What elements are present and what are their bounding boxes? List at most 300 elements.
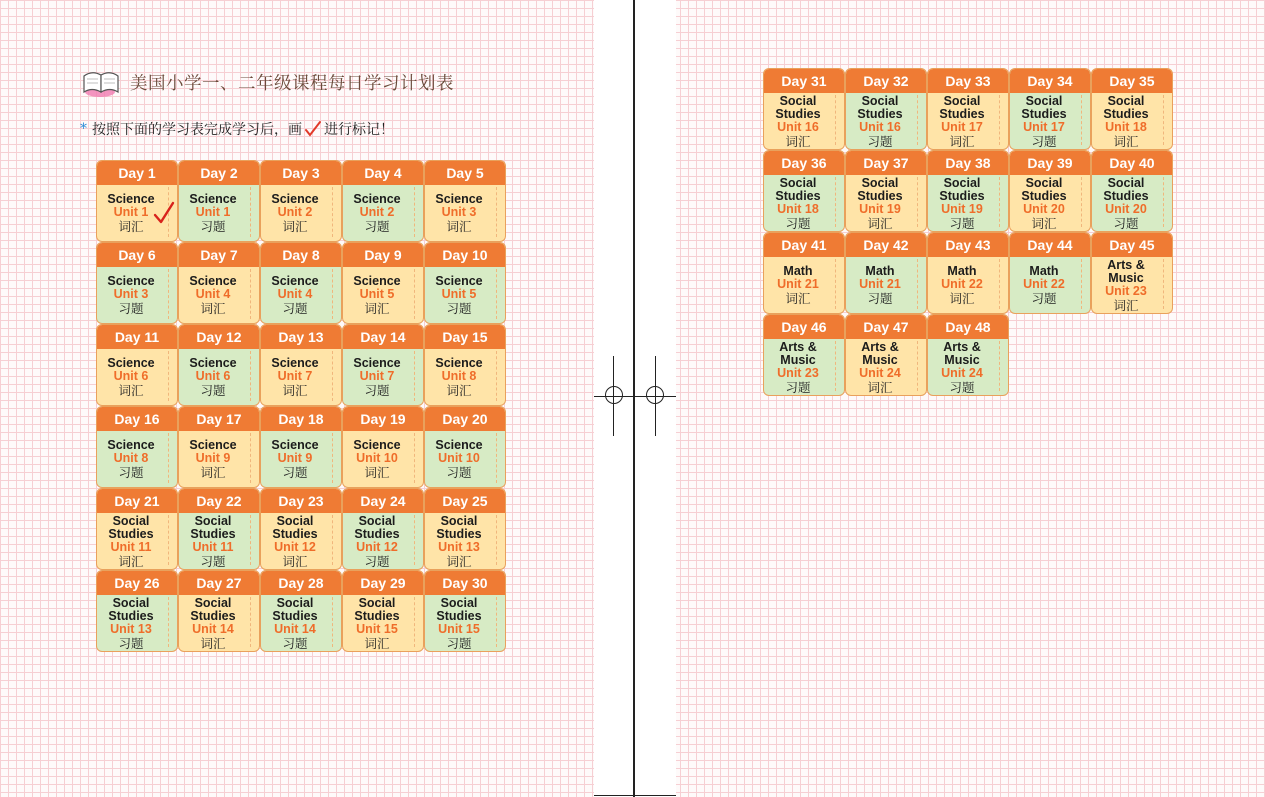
card-body [261, 595, 329, 651]
subject-label: Social Studies [939, 175, 985, 203]
day-label: Day 28 [261, 571, 341, 595]
card-dashed-line [332, 433, 333, 483]
task-label: 习题 [446, 465, 472, 480]
subject-label: Science [435, 274, 483, 288]
day-label: Day 3 [261, 161, 341, 185]
subject-label: Math [947, 264, 977, 278]
day-card[interactable] [845, 68, 927, 150]
unit-label: Unit 1 [195, 205, 231, 219]
day-label: Day 23 [261, 489, 341, 513]
card-body [261, 431, 329, 487]
task-label: 词汇 [1113, 297, 1139, 313]
unit-label: Unit 18 [1105, 119, 1147, 134]
card-body [425, 513, 493, 569]
day-label: Day 33 [928, 69, 1008, 93]
day-card[interactable] [96, 324, 178, 406]
subject-label: Science [435, 192, 483, 206]
card-dashed-line [917, 341, 918, 391]
unit-label: Unit 9 [277, 451, 313, 465]
card-body [425, 267, 493, 323]
day-label: Day 44 [1010, 233, 1090, 257]
day-card[interactable] [342, 324, 424, 406]
card-body [1010, 257, 1078, 313]
unit-label: Unit 2 [359, 205, 395, 219]
page-title: 美国小学一、二年级课程每日学习计划表 [130, 73, 454, 94]
day-card[interactable] [342, 570, 424, 652]
card-dashed-line [917, 177, 918, 227]
unit-label: Unit 3 [441, 205, 477, 219]
card-dashed-line [999, 259, 1000, 309]
day-card[interactable] [845, 314, 927, 396]
subject-label: Social Studies [1021, 93, 1067, 121]
card-dashed-line [250, 269, 251, 319]
day-card[interactable] [1009, 232, 1091, 314]
day-label: Day 24 [343, 489, 423, 513]
task-label: 词汇 [364, 301, 390, 316]
card-body [928, 93, 996, 149]
day-label: Day 8 [261, 243, 341, 267]
unit-label: Unit 7 [277, 369, 313, 383]
subject-label: Science [353, 438, 401, 452]
unit-label: Unit 20 [1105, 201, 1147, 216]
task-label: 习题 [200, 219, 226, 234]
day-label: Day 46 [764, 315, 844, 339]
day-card[interactable] [763, 314, 845, 396]
card-body [1092, 93, 1160, 149]
subject-label: Science [271, 438, 319, 452]
day-card[interactable] [178, 324, 260, 406]
card-body [179, 513, 247, 569]
day-card[interactable] [763, 232, 845, 314]
task-label: 词汇 [867, 379, 893, 395]
card-dashed-line [917, 95, 918, 145]
day-label: Day 21 [97, 489, 177, 513]
card-dashed-line [999, 341, 1000, 391]
subject-label: Science [189, 356, 237, 370]
card-dashed-line [168, 597, 169, 647]
schedule-grid-right [763, 68, 1173, 396]
day-label: Day 10 [425, 243, 505, 267]
check-mark-icon [153, 201, 175, 225]
card-body [846, 339, 914, 395]
subject-label: Social Studies [354, 513, 400, 541]
subject-label: Science [189, 192, 237, 206]
card-dashed-line [917, 259, 918, 309]
card-body [928, 339, 996, 395]
card-body [764, 175, 832, 231]
unit-label: Unit 19 [941, 201, 983, 216]
card-body [261, 185, 329, 241]
card-dashed-line [414, 351, 415, 401]
instruction-text-before: 按照下面的学习表完成学习后，画 [92, 122, 302, 138]
subject-label: Arts & Music [779, 339, 817, 367]
task-label: 习题 [118, 301, 144, 316]
day-label: Day 41 [764, 233, 844, 257]
day-label: Day 34 [1010, 69, 1090, 93]
card-body [343, 349, 411, 405]
day-label: Day 35 [1092, 69, 1172, 93]
card-body [764, 257, 832, 313]
card-dashed-line [332, 187, 333, 237]
subject-label: Social Studies [272, 595, 318, 623]
task-label: 习题 [282, 301, 308, 316]
subject-label: Social Studies [272, 513, 318, 541]
day-card[interactable] [763, 150, 845, 232]
task-label: 词汇 [867, 215, 893, 231]
day-card[interactable] [260, 488, 342, 570]
card-body [343, 513, 411, 569]
day-card[interactable] [845, 232, 927, 314]
unit-label: Unit 10 [438, 451, 480, 465]
subject-label: Social Studies [108, 513, 154, 541]
task-label: 词汇 [364, 465, 390, 480]
subject-label: Social Studies [436, 595, 482, 623]
subject-label: Science [189, 274, 237, 288]
task-label: 词汇 [118, 553, 144, 569]
card-dashed-line [1163, 95, 1164, 145]
crop-mark-circle-left [605, 386, 623, 404]
task-label: 词汇 [282, 553, 308, 569]
subject-label: Social Studies [436, 513, 482, 541]
day-label: Day 16 [97, 407, 177, 431]
day-card[interactable] [1091, 150, 1173, 232]
day-card[interactable] [342, 488, 424, 570]
task-label: 习题 [364, 219, 390, 234]
card-body [1010, 93, 1078, 149]
card-body [1092, 175, 1160, 231]
day-card[interactable] [845, 150, 927, 232]
task-label: 习题 [949, 379, 975, 395]
card-dashed-line [250, 351, 251, 401]
task-label: 词汇 [785, 133, 811, 149]
unit-label: Unit 12 [356, 539, 398, 554]
day-card[interactable] [927, 314, 1009, 396]
card-dashed-line [1081, 259, 1082, 309]
day-card[interactable] [1009, 150, 1091, 232]
subject-label: Science [353, 274, 401, 288]
day-label: Day 32 [846, 69, 926, 93]
day-label: Day 7 [179, 243, 259, 267]
day-label: Day 39 [1010, 151, 1090, 175]
card-body [425, 185, 493, 241]
instruction-line [80, 119, 394, 139]
unit-label: Unit 23 [1105, 283, 1147, 298]
card-body [261, 267, 329, 323]
card-dashed-line [1163, 259, 1164, 309]
unit-label: Unit 24 [941, 365, 983, 380]
subject-label: Science [271, 356, 319, 370]
unit-label: Unit 17 [941, 119, 983, 134]
day-label: Day 14 [343, 325, 423, 349]
card-dashed-line [496, 351, 497, 401]
unit-label: Unit 13 [438, 539, 480, 554]
day-card[interactable] [1091, 232, 1173, 314]
day-label: Day 40 [1092, 151, 1172, 175]
subject-label: Science [189, 438, 237, 452]
day-card[interactable] [96, 488, 178, 570]
day-card[interactable] [342, 160, 424, 242]
day-label: Day 6 [97, 243, 177, 267]
card-body [1092, 257, 1160, 313]
unit-label: Unit 3 [113, 287, 149, 301]
day-label: Day 15 [425, 325, 505, 349]
subject-label: Social Studies [775, 93, 821, 121]
day-card[interactable] [260, 160, 342, 242]
bottom-edge-line [594, 795, 676, 796]
task-label: 词汇 [200, 301, 226, 316]
page-fold-line [633, 0, 635, 797]
subject-label: Arts & Music [861, 339, 899, 367]
unit-label: Unit 21 [777, 277, 819, 291]
day-label: Day 43 [928, 233, 1008, 257]
task-label: 习题 [1031, 133, 1057, 149]
crop-mark-circle-right [646, 386, 664, 404]
day-card[interactable] [178, 242, 260, 324]
day-label: Day 13 [261, 325, 341, 349]
day-card[interactable] [178, 488, 260, 570]
task-label: 词汇 [446, 383, 472, 398]
task-label: 习题 [446, 635, 472, 651]
day-card[interactable] [178, 570, 260, 652]
day-card[interactable] [424, 160, 506, 242]
card-body [425, 595, 493, 651]
unit-label: Unit 1 [113, 205, 149, 219]
task-label: 习题 [118, 465, 144, 480]
unit-label: Unit 16 [859, 119, 901, 134]
day-card[interactable] [96, 160, 178, 242]
day-label: Day 25 [425, 489, 505, 513]
task-label: 词汇 [446, 553, 472, 569]
unit-label: Unit 24 [859, 365, 901, 380]
card-body [846, 257, 914, 313]
unit-label: Unit 13 [110, 621, 152, 636]
unit-label: Unit 15 [438, 621, 480, 636]
task-label: 词汇 [200, 635, 226, 651]
card-dashed-line [496, 187, 497, 237]
task-label: 习题 [867, 133, 893, 149]
day-card[interactable] [763, 68, 845, 150]
subject-label: Social Studies [939, 93, 985, 121]
card-dashed-line [999, 177, 1000, 227]
day-label: Day 2 [179, 161, 259, 185]
card-body [764, 93, 832, 149]
day-card[interactable] [96, 242, 178, 324]
unit-label: Unit 22 [1023, 277, 1065, 291]
card-dashed-line [1163, 177, 1164, 227]
day-card[interactable] [927, 68, 1009, 150]
task-label: 习题 [1113, 215, 1139, 231]
subject-label: Social Studies [857, 93, 903, 121]
task-label: 词汇 [1113, 133, 1139, 149]
card-dashed-line [332, 269, 333, 319]
unit-label: Unit 15 [356, 621, 398, 636]
card-dashed-line [250, 187, 251, 237]
card-body [97, 513, 165, 569]
subject-label: Social Studies [354, 595, 400, 623]
card-body [261, 349, 329, 405]
card-body [764, 339, 832, 395]
unit-label: Unit 6 [113, 369, 149, 383]
task-label: 习题 [1031, 291, 1057, 306]
task-label: 习题 [785, 215, 811, 231]
day-card[interactable] [927, 232, 1009, 314]
subject-label: Science [435, 438, 483, 452]
card-dashed-line [835, 177, 836, 227]
day-label: Day 37 [846, 151, 926, 175]
card-body [97, 349, 165, 405]
day-label: Day 17 [179, 407, 259, 431]
task-label: 词汇 [200, 465, 226, 480]
task-label: 词汇 [364, 635, 390, 651]
day-card[interactable] [96, 406, 178, 488]
day-card[interactable] [424, 488, 506, 570]
task-label: 习题 [364, 553, 390, 569]
instruction-text-after: 进行标记！ [324, 122, 394, 138]
card-body [179, 267, 247, 323]
unit-label: Unit 5 [359, 287, 395, 301]
unit-label: Unit 20 [1023, 201, 1065, 216]
unit-label: Unit 11 [110, 539, 152, 554]
card-body [179, 431, 247, 487]
unit-label: Unit 14 [192, 621, 234, 636]
card-dashed-line [250, 515, 251, 565]
day-card[interactable] [927, 150, 1009, 232]
subject-label: Math [783, 264, 813, 278]
task-label: 习题 [867, 291, 893, 306]
day-card[interactable] [260, 570, 342, 652]
day-label: Day 42 [846, 233, 926, 257]
card-dashed-line [496, 269, 497, 319]
card-dashed-line [168, 515, 169, 565]
card-body [179, 349, 247, 405]
day-card[interactable] [96, 570, 178, 652]
day-card[interactable] [342, 406, 424, 488]
task-label: 词汇 [949, 291, 975, 306]
card-dashed-line [835, 341, 836, 391]
day-label: Day 1 [97, 161, 177, 185]
day-label: Day 19 [343, 407, 423, 431]
day-card[interactable] [260, 242, 342, 324]
card-body [928, 175, 996, 231]
unit-label: Unit 9 [195, 451, 231, 465]
task-label: 词汇 [949, 133, 975, 149]
task-label: 词汇 [118, 383, 144, 398]
subject-label: Science [107, 192, 155, 206]
card-dashed-line [496, 515, 497, 565]
card-dashed-line [496, 597, 497, 647]
unit-label: Unit 2 [277, 205, 313, 219]
day-label: Day 12 [179, 325, 259, 349]
day-label: Day 29 [343, 571, 423, 595]
card-dashed-line [168, 269, 169, 319]
subject-label: Science [435, 356, 483, 370]
subject-label: Social Studies [108, 595, 154, 623]
unit-label: Unit 22 [941, 277, 983, 291]
card-dashed-line [999, 95, 1000, 145]
card-dashed-line [1081, 95, 1082, 145]
subject-label: Social Studies [1103, 93, 1149, 121]
day-label: Day 45 [1092, 233, 1172, 257]
task-label: 习题 [446, 301, 472, 316]
card-body [846, 93, 914, 149]
unit-label: Unit 10 [356, 451, 398, 465]
card-body [261, 513, 329, 569]
subject-label: Social Studies [1103, 175, 1149, 203]
card-body [343, 431, 411, 487]
card-body [97, 595, 165, 651]
card-dashed-line [168, 433, 169, 483]
day-card[interactable] [424, 406, 506, 488]
card-body [179, 185, 247, 241]
day-label: Day 48 [928, 315, 1008, 339]
card-dashed-line [414, 597, 415, 647]
card-dashed-line [168, 351, 169, 401]
subject-label: Science [107, 356, 155, 370]
task-label: 词汇 [282, 219, 308, 234]
unit-label: Unit 18 [777, 201, 819, 216]
card-dashed-line [250, 597, 251, 647]
card-dashed-line [332, 351, 333, 401]
subject-label: Arts & Music [943, 339, 981, 367]
day-card[interactable] [342, 242, 424, 324]
book-icon [80, 66, 122, 98]
unit-label: Unit 21 [859, 277, 901, 291]
subject-label: Math [1029, 264, 1059, 278]
card-body [425, 349, 493, 405]
day-label: Day 47 [846, 315, 926, 339]
day-label: Day 5 [425, 161, 505, 185]
day-card[interactable] [1009, 68, 1091, 150]
unit-label: Unit 6 [195, 369, 231, 383]
day-card[interactable] [424, 324, 506, 406]
card-dashed-line [835, 259, 836, 309]
day-label: Day 36 [764, 151, 844, 175]
unit-label: Unit 7 [359, 369, 395, 383]
card-body [97, 431, 165, 487]
day-card[interactable] [424, 570, 506, 652]
day-card[interactable] [178, 406, 260, 488]
task-label: 习题 [364, 383, 390, 398]
day-card[interactable] [424, 242, 506, 324]
card-dashed-line [496, 433, 497, 483]
schedule-grid-left [96, 160, 506, 652]
subject-label: Science [353, 356, 401, 370]
unit-label: Unit 8 [441, 369, 477, 383]
page-title-row [80, 66, 454, 98]
day-card[interactable] [1091, 68, 1173, 150]
unit-label: Unit 17 [1023, 119, 1065, 134]
instruction-marker: * [80, 121, 87, 137]
card-dashed-line [250, 433, 251, 483]
day-card[interactable] [178, 160, 260, 242]
day-card[interactable] [260, 324, 342, 406]
subject-label: Science [107, 274, 155, 288]
unit-label: Unit 14 [274, 621, 316, 636]
task-label: 词汇 [1031, 215, 1057, 231]
card-body [846, 175, 914, 231]
card-dashed-line [1081, 177, 1082, 227]
subject-label: Social Studies [190, 595, 236, 623]
subject-label: Science [271, 192, 319, 206]
subject-label: Social Studies [190, 513, 236, 541]
day-card[interactable] [260, 406, 342, 488]
card-body [1010, 175, 1078, 231]
unit-label: Unit 19 [859, 201, 901, 216]
task-label: 习题 [282, 635, 308, 651]
day-label: Day 18 [261, 407, 341, 431]
unit-label: Unit 11 [192, 539, 234, 554]
task-label: 习题 [785, 379, 811, 395]
